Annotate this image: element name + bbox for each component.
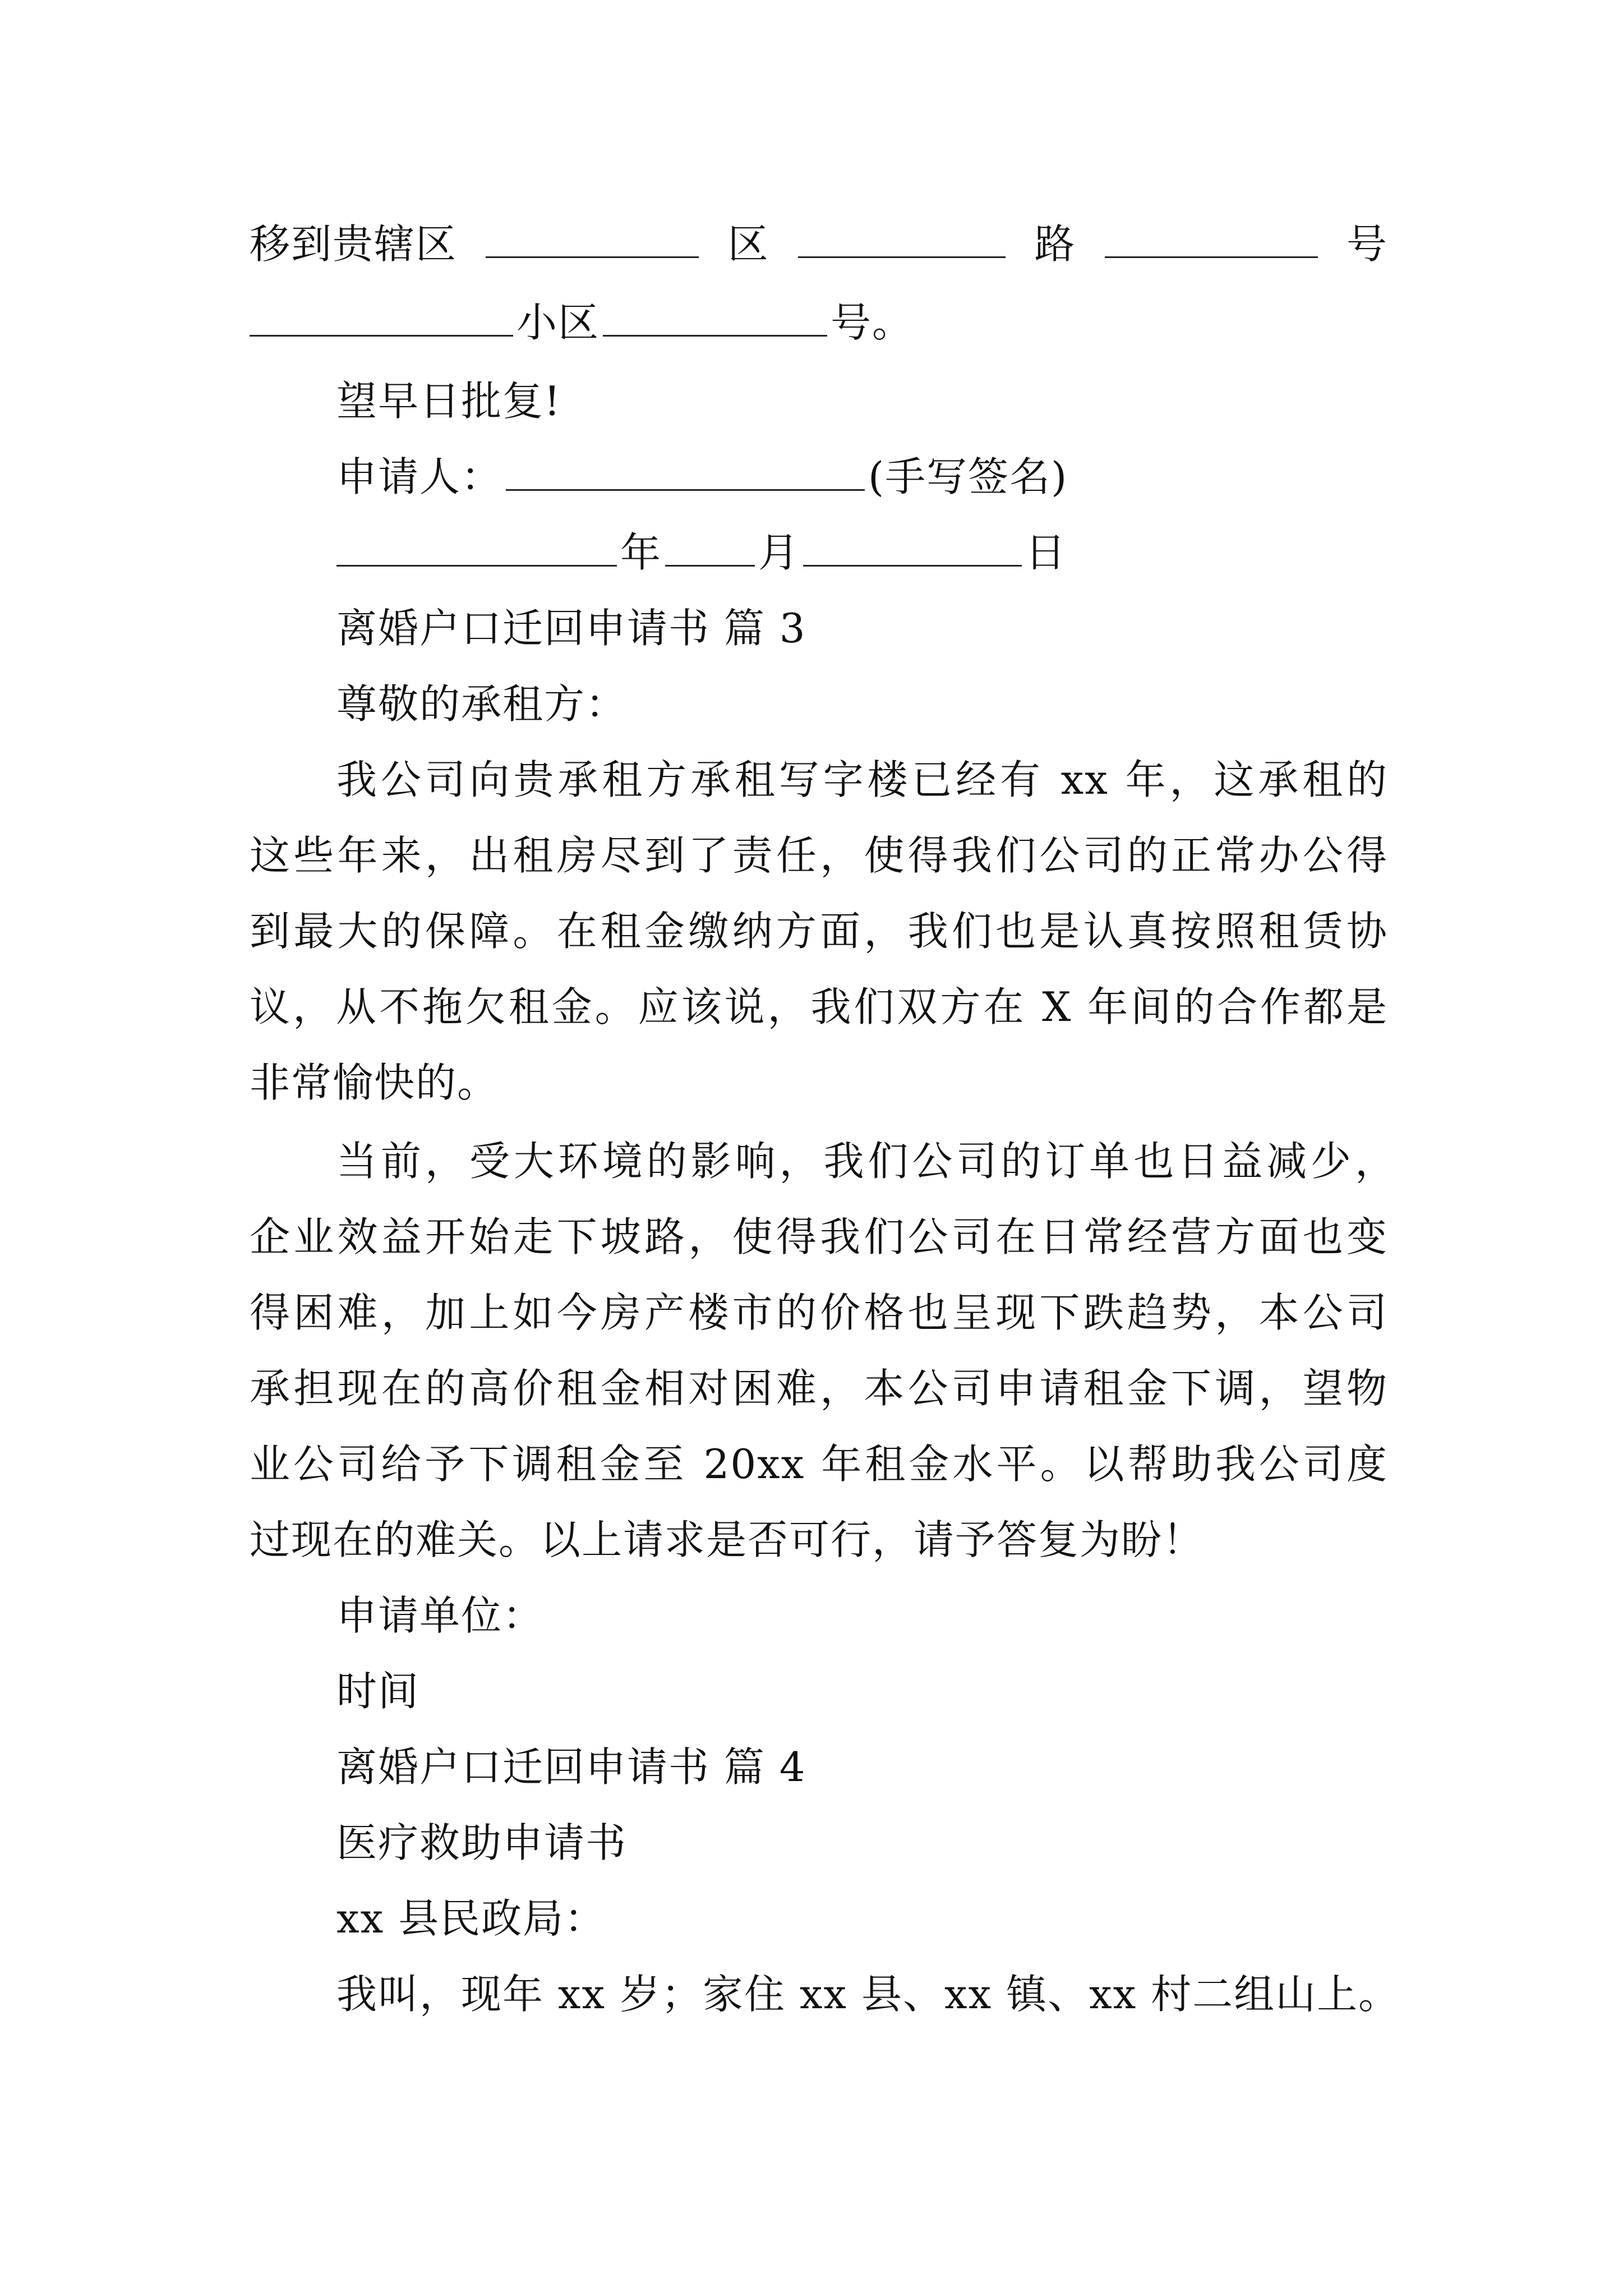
community-blank	[250, 295, 513, 337]
request-approval: 望早日批复!	[336, 378, 561, 425]
road-label: 路	[1034, 220, 1076, 268]
para2-line-2: 企业效益开始走下坡路，使得我们公司在日常经营方面也变	[250, 1213, 1388, 1260]
road-blank	[798, 216, 1006, 258]
signature-note: (手写签名)	[868, 453, 1068, 500]
district-label: 区	[727, 220, 769, 268]
number-label: 号	[1347, 220, 1389, 268]
month-blank	[665, 524, 755, 567]
district-blank	[486, 216, 699, 258]
number-blank	[1105, 216, 1318, 258]
para2-line-6: 过现在的难关。以上请求是否可行，请予答复为盼！	[250, 1516, 1205, 1563]
unit-blank	[603, 295, 827, 337]
community-label: 小区	[517, 299, 600, 346]
para1-line-1: 我公司向贵承租方承租写字楼已经有 xx 年，这承租的	[336, 756, 1388, 803]
section-4-title: 离婚户口迁回申请书 篇 4	[336, 1743, 806, 1791]
medical-title: 医疗救助申请书	[336, 1819, 628, 1866]
year-label: 年	[620, 529, 662, 576]
section-3-title: 离婚户口迁回申请书 篇 3	[336, 605, 806, 652]
address-prefix: 移到贵辖区	[250, 220, 458, 268]
salutation-3: 尊敬的承租方：	[336, 680, 628, 728]
para1-line-5: 非常愉快的。	[250, 1059, 499, 1106]
year-blank	[336, 524, 617, 567]
applicant-label: 申请人：	[336, 453, 503, 500]
para2-line-3: 得困难，加上如今房产楼市的价格也呈现下跌趋势，本公司	[250, 1289, 1388, 1336]
para1-line-4: 议，从不拖欠租金。应该说，我们双方在 X 年间的合作都是	[250, 983, 1388, 1030]
day-blank	[803, 524, 1022, 567]
salutation-4: xx 县民政局：	[336, 1895, 606, 1942]
applicant-unit: 申请单位：	[336, 1592, 545, 1639]
para1-line-3: 到最大的保障。在租金缴纳方面，我们也是认真按照租赁协	[250, 908, 1388, 955]
para1-line-2: 这些年来，出租房尽到了责任，使得我们公司的正常办公得	[250, 832, 1388, 879]
para2-line-5: 业公司给予下调租金至 20xx 年租金水平。以帮助我公司度	[250, 1441, 1388, 1488]
day-label: 日	[1025, 529, 1067, 576]
para2-line-4: 承担现在的高价租金相对困难，本公司申请租金下调，望物	[250, 1365, 1388, 1412]
number-end-label: 号。	[831, 299, 914, 346]
signature-blank	[506, 449, 865, 491]
address-line-2	[250, 295, 1388, 351]
time-label: 时间	[336, 1668, 420, 1715]
address-line-1	[250, 216, 1388, 272]
applicant-line	[336, 449, 1475, 505]
date-line	[336, 524, 1475, 581]
intro-4: 我叫，现年 xx 岁；家住 xx 县、xx 镇、xx 村二组山上。	[336, 1971, 1400, 2018]
para2-line-1: 当前，受大环境的影响，我们公司的订单也日益减少，	[336, 1138, 1396, 1185]
month-label: 月	[758, 529, 800, 576]
